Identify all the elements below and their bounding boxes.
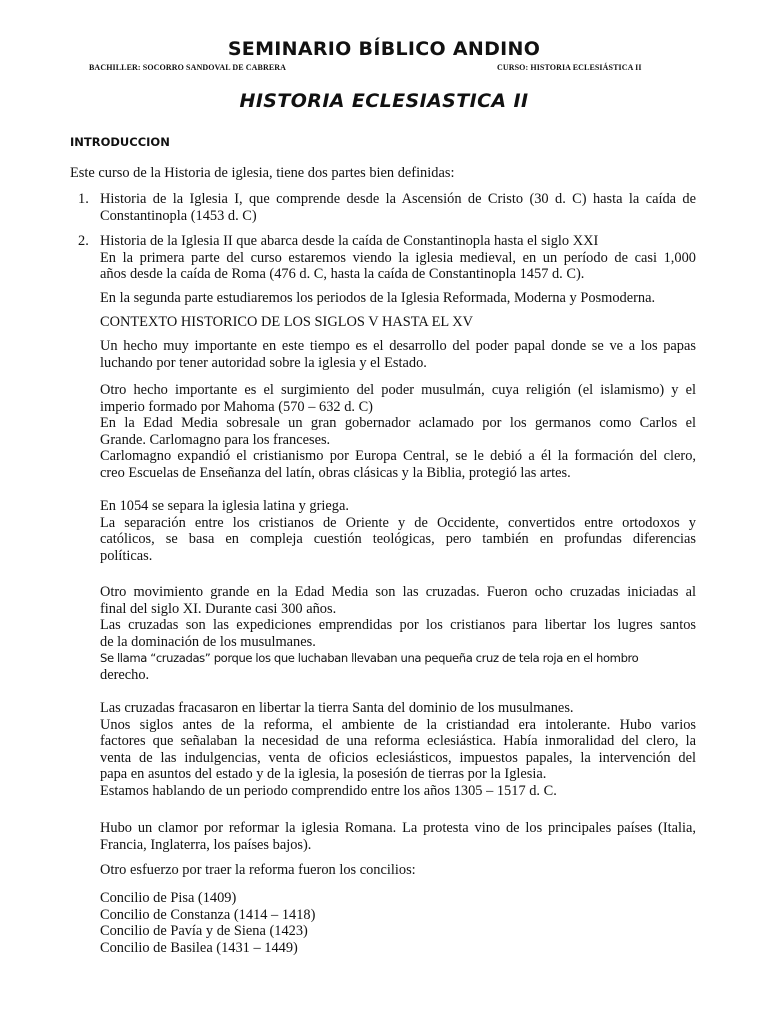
text-line: políticas. <box>100 547 153 564</box>
text-line: Un hecho muy importante en este tiempo es el desarrollo del poder papal donde se ve a los papas <box>100 338 696 354</box>
list-item: Concilio de Pisa (1409) <box>100 890 237 906</box>
list-item: Concilio de Constanza (1414 – 1418) <box>100 906 316 923</box>
text-line: final del siglo XI. Durante casi 300 años. <box>100 600 337 617</box>
list-item: Concilio de Basilea (1431 – 1449) <box>100 939 298 956</box>
text-line: Hubo un clamor por reformar la iglesia Romana. La protesta vino de los principales países (Italia, <box>100 820 696 836</box>
institution-heading: SEMINARIO BÍBLICO ANDINO <box>227 38 541 60</box>
paragraph <box>100 290 696 307</box>
text-line: Grande. Carlomagno para los franceses. <box>100 431 331 448</box>
text-line: Otro esfuerzo por traer la reforma fueron los concilios: <box>100 862 416 878</box>
text-line: Otro movimiento grande en la Edad Media son las cruzadas. Fueron ocho cruzadas iniciadas al <box>100 584 696 600</box>
paragraph <box>100 820 696 853</box>
text-line: Unos siglos antes de la reforma, el ambiente de la cristiandad era intolerante. Hubo varios <box>100 716 696 733</box>
document-title: HISTORIA ECLESIASTICA II <box>239 90 529 112</box>
text-line: luchando por tener autoridad sobre la iglesia y el Estado. <box>100 354 427 371</box>
text-line: papa en asuntos del estado y de la iglesia, la posesión de tierras por la Iglesia. <box>100 766 547 783</box>
text-line: Carlomagno expandió el cristianismo por Europa Central, se le debió a él la formación del clero, <box>100 448 696 465</box>
text-line: En 1054 se separa la iglesia latina y griega. <box>100 498 349 514</box>
list-number: 1. <box>78 191 89 207</box>
intro-paragraph <box>70 165 696 182</box>
text-line: Las cruzadas son las expediciones emprendidas por los cristianos para libertar los lugres santos <box>100 617 696 634</box>
text-line: La separación entre los cristianos de Oriente y de Occidente, convertidos entre ortodoxos y <box>100 514 696 531</box>
text-line: Historia de la Iglesia II que abarca desde la caída de Constantinopla hasta el siglo XXI <box>100 233 599 249</box>
text-line: En la Edad Media sobresale un gran gobernador aclamado por los germanos como Carlos el <box>100 415 696 432</box>
text-line: venta de las indulgencias, venta de oficios eclesiásticos, impuestos papales, la intervención del <box>100 749 696 766</box>
paragraph <box>100 584 696 684</box>
text-line: Se llama “cruzadas” porque los que luchaban llevaban una pequeña cruz de tela roja en el hombro <box>100 651 639 666</box>
list-text <box>100 233 696 283</box>
author-line: BACHILLER: SOCORRO SANDOVAL DE CABRERA <box>89 63 287 72</box>
paragraph-heading <box>100 314 696 331</box>
paragraph <box>100 700 696 800</box>
course-line: CURSO: HISTORIA ECLESIÁSTICA II <box>497 63 642 72</box>
list-number: 2. <box>78 233 89 249</box>
text-line: Este curso de la Historia de iglesia, tiene dos partes bien definidas: <box>70 165 455 181</box>
text-line: Otro hecho importante es el surgimiento del poder musulmán, cuya religión (el islamismo) y el <box>100 382 696 398</box>
text-line: Las cruzadas fracasaron en libertar la tierra Santa del dominio de los musulmanes. <box>100 700 574 716</box>
section-heading: INTRODUCCION <box>70 135 170 149</box>
text-line: años desde la caída de Roma (476 d. C, hasta la caída de Constantinopla 1457 d. C). <box>100 266 585 283</box>
text-line: creo Escuelas de Enseñanza del latín, obras clásicas y la Biblia, protegió las artes. <box>100 464 571 481</box>
council-list <box>100 890 696 956</box>
text-line: imperio formado por Mahoma (570 – 632 d. C) <box>100 398 373 415</box>
paragraph <box>100 862 696 879</box>
list-item: Concilio de Pavía y de Siena (1423) <box>100 923 308 940</box>
text-line: CONTEXTO HISTORICO DE LOS SIGLOS V HASTA EL XV <box>100 314 474 330</box>
list-text <box>100 191 696 224</box>
text-line: derecho. <box>100 666 150 683</box>
text-line: En la primera parte del curso estaremos viendo la iglesia medieval, en un período de casi 1,000 <box>100 249 696 266</box>
text-line: de la dominación de los musulmanes. <box>100 633 316 650</box>
text-line: católicos, se basa en compleja cuestión teológicas, pero también en profundas diferencias <box>100 531 696 548</box>
text-line: factores que señalaban la necesidad de una reforma eclesiástica. Había inmoralidad del clero, la <box>100 733 696 750</box>
paragraph <box>100 498 696 564</box>
text-line: Historia de la Iglesia I, que comprende desde la Ascensión de Cristo (30 d. C) hasta la caída de <box>100 191 696 207</box>
text-line: Estamos hablando de un periodo comprendido entre los años 1305 – 1517 d. C. <box>100 782 557 799</box>
text-line: Francia, Inglaterra, los países bajos). <box>100 836 312 853</box>
paragraph <box>100 382 696 482</box>
text-line: Constantinopla (1453 d. C) <box>100 207 257 224</box>
text-line: En la segunda parte estudiaremos los periodos de la Iglesia Reformada, Moderna y Posmoderna. <box>100 290 656 306</box>
paragraph <box>100 338 696 371</box>
